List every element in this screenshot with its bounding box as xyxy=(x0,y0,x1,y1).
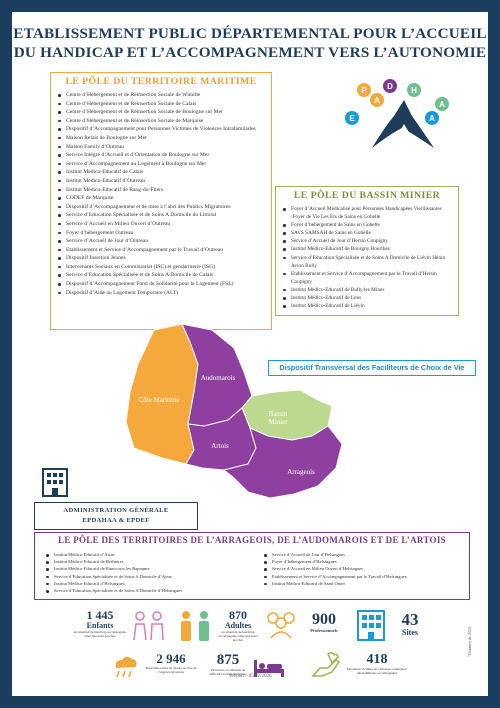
list-item: Centre d’Hébergement et de Réinsertion Sociale de Wimille xyxy=(66,91,267,100)
list-item: Foyer d’hébergement d’Helsingues xyxy=(272,558,463,565)
stat-sites-label: Sites xyxy=(402,628,418,637)
list-item: Centre d’Hébergement et de Réinsertion Sociale de Boulogne sur Mer xyxy=(66,108,267,117)
list-item: Service d’Accueil de Jour d’Outreau xyxy=(66,237,267,246)
list-item: Intervenants Sociaux en Commissariat (ISC) et gendarmerie (ISG) xyxy=(66,263,267,272)
map-label-bassin: Bassin Minier xyxy=(268,410,288,426)
stat-logement xyxy=(208,652,248,676)
list-item: CODEF de Marquise xyxy=(66,194,267,203)
list-item: Centre d’Hébergement et de Réinsertion Sociale de Marquise xyxy=(66,117,267,126)
logo-letter: A xyxy=(439,100,445,109)
sites-icon xyxy=(354,608,388,642)
map-region-cote-maritime xyxy=(126,324,198,464)
data-source-note: *Données de 2024 xyxy=(467,627,472,657)
logo-letter: D xyxy=(387,82,393,91)
poster xyxy=(12,12,488,696)
minier-heading: LE PÔLE DU BASSIN MINIER xyxy=(293,190,441,201)
stat-victimes-sub: Personnes victimes de violences conjugales/ intrafamiliales accompagnées xyxy=(346,667,408,676)
stat-sites xyxy=(390,611,430,637)
professionals-icon xyxy=(264,610,298,640)
list-item: Service d’Education Spécialisée et de Soins A Domicile d’Arras xyxy=(54,573,245,580)
admin-line-2: EPDAHAA & EPDEF xyxy=(82,517,150,524)
list-item: Service d’Education Spécialisée et de Soins A Domicile du Littoral xyxy=(66,211,267,220)
stat-pros xyxy=(302,612,346,634)
list-item: Service d’Accompagnement au Logement à Boulogne sur Mer xyxy=(66,160,267,169)
map-label-artois: Artois xyxy=(211,442,229,450)
stat-sites-num: 43 xyxy=(401,610,419,629)
list-item: Institut Médico-Educatif de Bréhières xyxy=(54,558,245,565)
map-label-cote: Côte Maritime xyxy=(138,396,180,404)
list-item: Etablissement et Service d’Accompagnement par le Travail d’Helsingues xyxy=(272,573,463,580)
logo-letter: A xyxy=(374,96,380,105)
stat-precarite xyxy=(142,652,200,674)
stat-enfants-label: Enfants xyxy=(86,621,114,630)
list-item: Dispositif d’Aide au Logement Temporaire (ALT) xyxy=(66,289,267,298)
stat-enfants xyxy=(72,609,128,638)
admin-box xyxy=(34,502,198,530)
arr-list-left xyxy=(39,551,249,594)
list-item: Etablissement et Service d’Accompagnement par le Travail d’Outreau xyxy=(66,246,267,255)
stat-victimes xyxy=(346,652,408,675)
list-item: Foyer d’hébergement Outreau xyxy=(66,229,267,238)
version-label: Version – 05/02/2026 xyxy=(228,674,272,679)
list-item: Institut Médico-Educatif de Rang-du-Fliers xyxy=(66,186,267,195)
list-item: Maison Family d’Outreau xyxy=(66,143,267,152)
list-item: Centre d’Hébergement et de Réinsertion Sociale de Calais xyxy=(66,100,267,109)
list-item: Foyer d’Accueil Médicalisé pour Personnes Handicapées Vieillissantes /Foyer de Vie Les Ets de Sains en Gohelle xyxy=(291,205,454,221)
list-item: Dispositif d’Accompagnement pour Personnes Victimes de Violences Intrafamiliales xyxy=(66,125,267,134)
list-item: Service d’Accueil de Jour d’Helsingues xyxy=(272,551,463,558)
arr-pole-box xyxy=(34,532,470,600)
list-item: Etablissement et Service d’Accompagnement par le Travail d’Hersin Coupigny xyxy=(291,270,454,286)
list-item: Institut Médico-Educatif d’Outreau xyxy=(66,177,267,186)
list-item: Service d’Education Spécialisée et de Soins A Domicile d’Helsingues xyxy=(54,587,245,594)
stat-precarite-num: 2 946 xyxy=(156,651,186,666)
map-label-arrageois: Arrageois xyxy=(287,468,315,476)
list-item: Service d’Education Spécialisée et de Soins A Domicile de Calais xyxy=(66,271,267,280)
logo-letter: H xyxy=(411,86,417,95)
list-item: Service d’Education Spécialisée et de Soins A Domicile de Liévin Hénin Avion Bully xyxy=(291,254,454,270)
list-item: Institut Médico-Educatif de Calais xyxy=(66,168,267,177)
arr-col-right xyxy=(257,549,467,587)
stat-enfants-sub: en situation de handicap accompagnés, ainsi que leurs proches xyxy=(73,630,127,639)
list-item: Institut Médico-Educatif de Ransccurs les Bapaume xyxy=(54,565,245,572)
stat-logement-num: 875 xyxy=(216,652,240,668)
arr-col-left xyxy=(39,549,249,594)
list-item: Foyer d’hébergement de Sains en Gohelle xyxy=(291,221,454,229)
list-item: Maison Relais de Boulogne sur Mer xyxy=(66,134,267,143)
stat-adultes xyxy=(214,609,262,643)
list-item: Service Intégré d’Accueil et d’Orientation de Boulogne sur Mer xyxy=(66,151,267,160)
list-item: Institut Médico-Educatif de Saint Omer xyxy=(272,580,463,587)
list-item: Institut Médico-Educatif de Bully les Mines xyxy=(291,286,454,294)
list-item: Institut Médico-Educatif d’Helsingues xyxy=(54,580,245,587)
list-item: Institut Médico-Educatif de Lens xyxy=(291,294,454,302)
stat-enfants-num: 1 445 xyxy=(86,608,114,622)
list-item: Dispositif d’Accompagnement et de mise à l’abri des Publics Migratoires xyxy=(66,203,267,212)
logo-letter: A xyxy=(429,114,435,123)
map-label-audomarois: Audomarois xyxy=(200,374,236,382)
arr-heading: LE PÔLE DES TERRITOIRES DE L’ARRAGEOIS, DE L’AUDOMAROIS ET DE L’ARTOIS xyxy=(58,535,446,545)
maritime-heading: LE PÔLE DU TERRITOIRE MARITIME xyxy=(65,76,257,87)
title-line-2: DU HANDICAP ET L’ACCOMPAGNEMENT VERS L’AUTONOMIE xyxy=(13,44,487,61)
admin-line-1: ADMINISTRATION GÉNÉRALE xyxy=(63,507,169,514)
list-item: Institut Médico-Educatif de Liévin xyxy=(291,302,454,310)
children-icon xyxy=(130,610,168,644)
stat-logement-sub: Personnes en situation de difficulté sociale hébergées xyxy=(209,668,247,677)
adults-icon xyxy=(176,610,214,644)
list-item: Dispositif d’Accompagnement Fond de Solidarité pour le Logement (FSL) xyxy=(66,280,267,289)
stat-pros-num: 900 xyxy=(312,611,336,628)
stat-victimes-num: 418 xyxy=(366,652,388,667)
stat-adultes-sub: en situation de handicap accompagnés, ainsi que leurs proches xyxy=(218,630,258,643)
list-item: Institut Médico-Educatif de Bourgny Bourlbes xyxy=(291,245,454,253)
list-item: Institut Médico-Educatif d’Arras xyxy=(54,551,245,558)
list-item: Service d’Accueil de Jour d’Hersin Coupigny xyxy=(291,237,454,245)
stat-adultes-num: 870 xyxy=(229,608,247,622)
list-item: Dispositif Insertion Jeunes xyxy=(66,254,267,263)
list-item: SAVS SAMSAH de Sains en Gohelle xyxy=(291,229,454,237)
logo-letter: E xyxy=(349,114,355,123)
building-icon xyxy=(40,466,70,498)
logo-letter: P xyxy=(361,86,367,95)
arr-list-right xyxy=(257,551,467,587)
list-item: Service d’Accueil en Milieu Ouvert d’Outreau xyxy=(66,220,267,229)
dtfcv-label: Dispositif Transversal des Faciliteurs de Choix de Vie xyxy=(268,360,476,376)
stat-adultes-label: Adultes xyxy=(224,621,252,630)
stat-precarite-sub: Personnes prises en charge au titre de l’urgence hivernale xyxy=(145,666,197,675)
list-item: Service d’Accueil en Milieu Ouvert d’Helsingues xyxy=(272,565,463,572)
title-line-1: ETABLISSEMENT PUBLIC DÉPARTEMENTAL POUR L’ACCUEIL xyxy=(13,25,487,42)
stat-pros-label: Professionnels xyxy=(310,628,338,633)
